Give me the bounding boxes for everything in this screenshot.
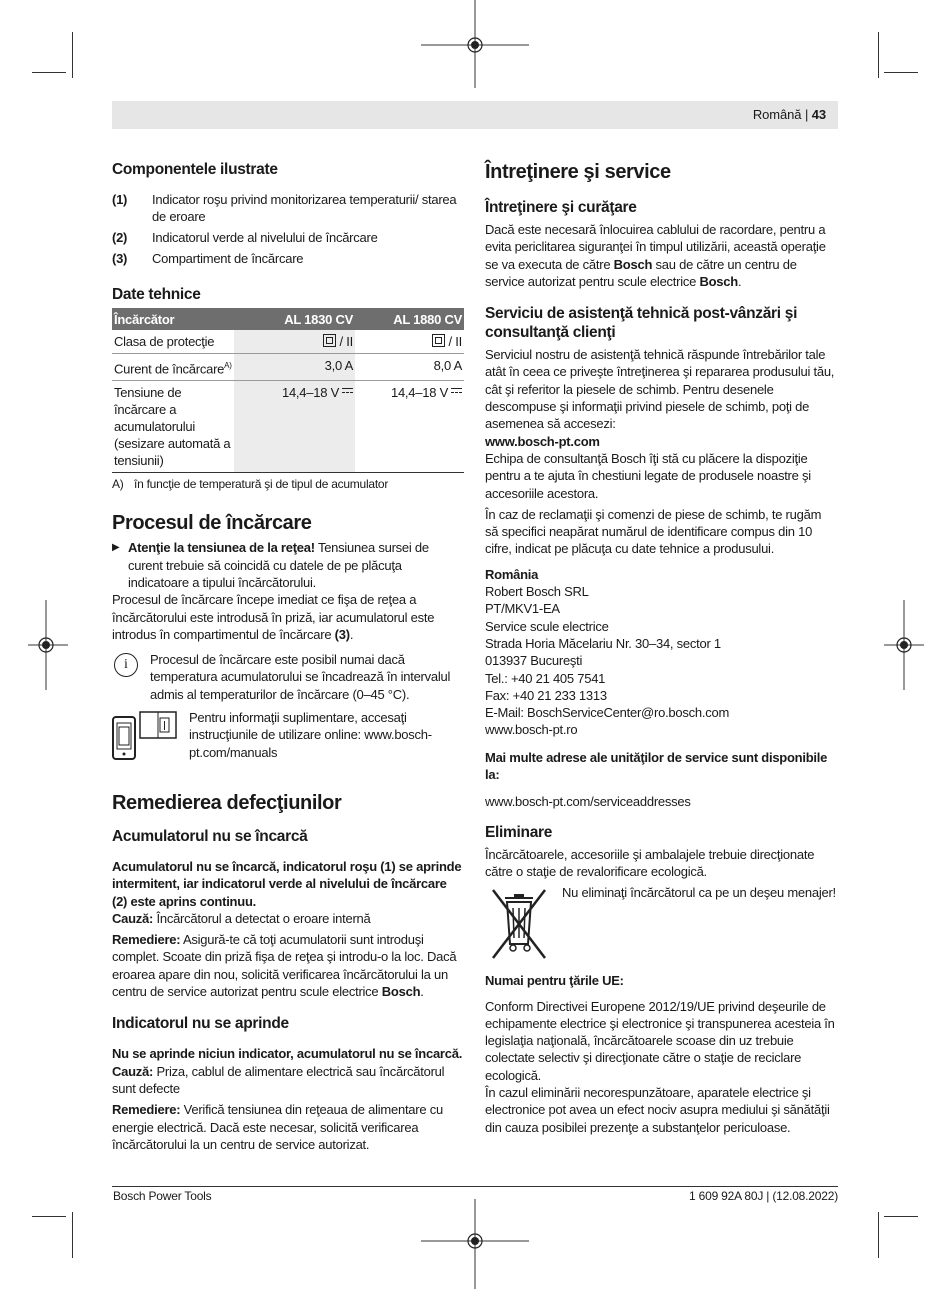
header-language: Română (752, 107, 802, 122)
crop-mark (32, 72, 66, 73)
crop-mark (32, 1216, 66, 1217)
list-item: (3) Compartiment de încărcare (112, 251, 304, 266)
page-header (112, 101, 838, 129)
ts2-title: Indicatorul nu se aprinde (112, 1015, 289, 1033)
info-icon: i (114, 653, 138, 677)
registration-mark-left (28, 600, 68, 690)
ts1-title: Acumulatorul nu se încarcă (112, 828, 308, 845)
online-manual-note (112, 709, 464, 767)
footer-rule (112, 1186, 838, 1187)
ts1-remedy: Remediere: Asigură-te că toţi acumulatorii sunt introduşi complet. Scoate din priză fişa de reţea şi introdu-o la loc. Dacă eroarea apare din nou, solicită verificarea încărcătorului la un centru de service autorizat pentru scule electrice Bosch. (112, 932, 457, 1000)
registration-mark-bottom (421, 1199, 529, 1289)
header-text (753, 107, 826, 122)
info-text: Procesul de încărcare este posibil numai dacă temperatura acumulatorului se încadrează în intervalul admis al temperaturilor de încărcare (0–45 °C). (150, 652, 451, 702)
left-column (112, 150, 464, 1153)
service-url[interactable]: www.bosch-pt.com (485, 433, 600, 449)
components-list (112, 191, 464, 267)
table-header: Încărcător (112, 308, 234, 330)
cleaning-text: Dacă este necesară înlocuirea cablului de racordare, pentru a evita periclitarea siguranţei în timpul utilizării, această operaţie se va executa de către Bosch sau de către un centru de service autorizat pentru scule electrice Bosch. (485, 222, 826, 289)
claims-text: În caz de reclamaţii şi comenzi de piese de schimb, te rugăm să specifici neapărat numărul de identificare compus din 10 cifre, indicat pe plăcuţa cu date tehnice a produsului. (485, 506, 822, 557)
info-note (112, 651, 464, 703)
consulting-text: Echipa de consultanţă Bosch îţi stă cu plăcere la dispoziţie pentru a te ajuta în chestiuni legate de produsele noastre şi accesoriile acestora. (485, 450, 811, 501)
header-separator: | (804, 107, 809, 122)
table-footnote: A) în funcţie de temperatură şi de tipul de acumulator (112, 477, 389, 492)
list-item: (2) Indicatorul verde al nivelului de încărcare (112, 230, 378, 245)
tech-data-table (112, 308, 464, 473)
crop-mark (878, 1212, 879, 1258)
more-addresses-url[interactable]: www.bosch-pt.com/serviceaddresses (485, 794, 691, 810)
crossed-out-bin-icon (485, 884, 553, 962)
service-address: Robert Bosch SRL PT/MKV1-EA Service scule electrice Strada Horia Măcelariu Nr. 30–34, sector 1 013937 Bucureşti Tel.: +40 21 405 7541 Fax: +40 21 233 1313 E-Mail: BoschServiceCenter@ro.bosch.com www.bosch-pt.ro (485, 583, 837, 739)
service-title: Serviciu de asistenţă tehnică post-vânzări şi consultanţă clienţi (485, 305, 798, 342)
components-title: Componentele ilustrate (112, 161, 278, 178)
table-row: Clasa de protecţie / II / II (112, 330, 464, 354)
registration-mark-top (421, 0, 529, 90)
country-title: România (485, 566, 539, 582)
table-header: AL 1880 CV (355, 308, 464, 330)
disposal-warning: Nu eliminaţi încărcătorul ca pe un deşeu menajer! (562, 885, 836, 901)
dc-symbol-icon (451, 388, 462, 395)
ts1-cause: Cauză: Încărcătorul a detectat o eroare internă (112, 910, 371, 926)
eu-text-2: În cazul eliminării necorespunzătoare, aparatele electrice şi electronice pot avea un efect nociv asupra mediului şi sănătăţii din cauza posibilei prezenţe a substanţelor periculoase. (485, 1084, 830, 1135)
ts2-symptom: Nu se aprinde niciun indicator, acumulatorul nu se încarcă. (112, 1046, 463, 1062)
eu-text: Conform Directivei Europene 2012/19/UE privind deşeurile de echipamente electrice şi electronice şi transpunerea acesteia în legislaţia naţională, încărcătoarele scoase din uz trebuie colectate selectiv şi direcţionate către o staţie de reciclare ecologică. (485, 998, 835, 1083)
table-row: Tensiune de încărcare a acumulatorului (sesizare automată a tensiunii) 14,4–18 V 14,4–18 V (112, 381, 464, 473)
crop-mark (884, 72, 918, 73)
charging-title: Procesul de încărcare (112, 512, 312, 535)
weee-note (485, 884, 837, 964)
protection-class-icon (432, 334, 445, 347)
cleaning-title: Întreţinere şi curăţare (485, 199, 637, 216)
more-addresses-title: Mai multe adrese ale unităţilor de service sunt disponibile la: (485, 749, 828, 783)
disposal-title: Eliminare (485, 823, 553, 841)
list-item: (1) Indicator roşu privind monitorizarea temperaturii/ starea de eroare (112, 192, 457, 224)
ts2-remedy: Remediere: Verifică tensiunea din reţeaua de alimentare cu energie electrică. Dacă este necesar, solicită verificarea încărcătorului la un centru de service autorizat. (112, 1102, 443, 1152)
crop-mark (878, 32, 879, 78)
warning-item: ▶ Atenţie la tensiunea de la reţea! Tensiunea sursei de curent trebuie să coincidă cu datele de pe plăcuţa indicatoare a tipului încărcătorului. (112, 540, 429, 590)
troubleshooting-title: Remedierea defecţiunilor (112, 792, 342, 814)
ts2-cause: Cauză: Priza, cablul de alimentare electrică sau încărcătorul sunt defecte (112, 1063, 445, 1096)
crop-mark (72, 32, 73, 78)
ts1-symptom: Acumulatorul nu se încarcă, indicatorul roşu (1) se aprinde intermitent, iar indicatorul verde al nivelului de încărcare (2) este aprins continuu. (112, 859, 462, 909)
tech-data-title: Date tehnice (112, 286, 201, 303)
manual-text: Pentru informaţii suplimentare, accesaţi instrucţiunile de utilizare online: www.bosch-pt.com/manuals (189, 710, 432, 760)
maintenance-title: Întreţinere şi service (485, 161, 671, 183)
email-link[interactable]: E-Mail: BoschServiceCenter@ro.bosch.com (485, 705, 730, 721)
crop-mark (884, 1216, 918, 1217)
footer-left: Bosch Power Tools (113, 1189, 212, 1203)
disposal-text: Încărcătoarele, accesoriile şi ambalajele trebuie direcţionate către o staţie de revalorificare ecologică. (485, 846, 815, 879)
charging-paragraph: Procesul de încărcare începe imediat ce fişa de reţea a încărcătorului este introdusă în priză, iar acumulatorul este introdus în compartimentul de încărcare (3). (112, 592, 435, 642)
protection-class-icon (323, 334, 336, 347)
website-link[interactable]: www.bosch-pt.ro (485, 722, 578, 738)
crop-mark (72, 1212, 73, 1258)
eu-title: Numai pentru ţările UE: (485, 973, 624, 989)
online-manual-icon (112, 711, 180, 767)
registration-mark-right (884, 600, 924, 690)
table-row: Curent de încărcare$^{A)}$ 3,0 A 8,0 A (112, 354, 464, 381)
footer-right: 1 609 92A 80J | (12.08.2022) (689, 1189, 838, 1203)
table-header: AL 1830 CV (234, 308, 355, 330)
bullet-triangle-icon: ▶ (112, 542, 120, 554)
page-number: 43 (811, 107, 826, 122)
service-text: Serviciul nostru de asistenţă tehnică răspunde întrebărilor tale atât în ceea ce priveşte întreţinerea şi repararea produsului tău, cât şi referitor la piesele de schimb. Pentru desenele descompuse şi informaţii privind piesele de schimb, poţi de asemenea să accesezi: (485, 347, 835, 432)
dc-symbol-icon (342, 388, 353, 395)
right-column (485, 150, 837, 1136)
